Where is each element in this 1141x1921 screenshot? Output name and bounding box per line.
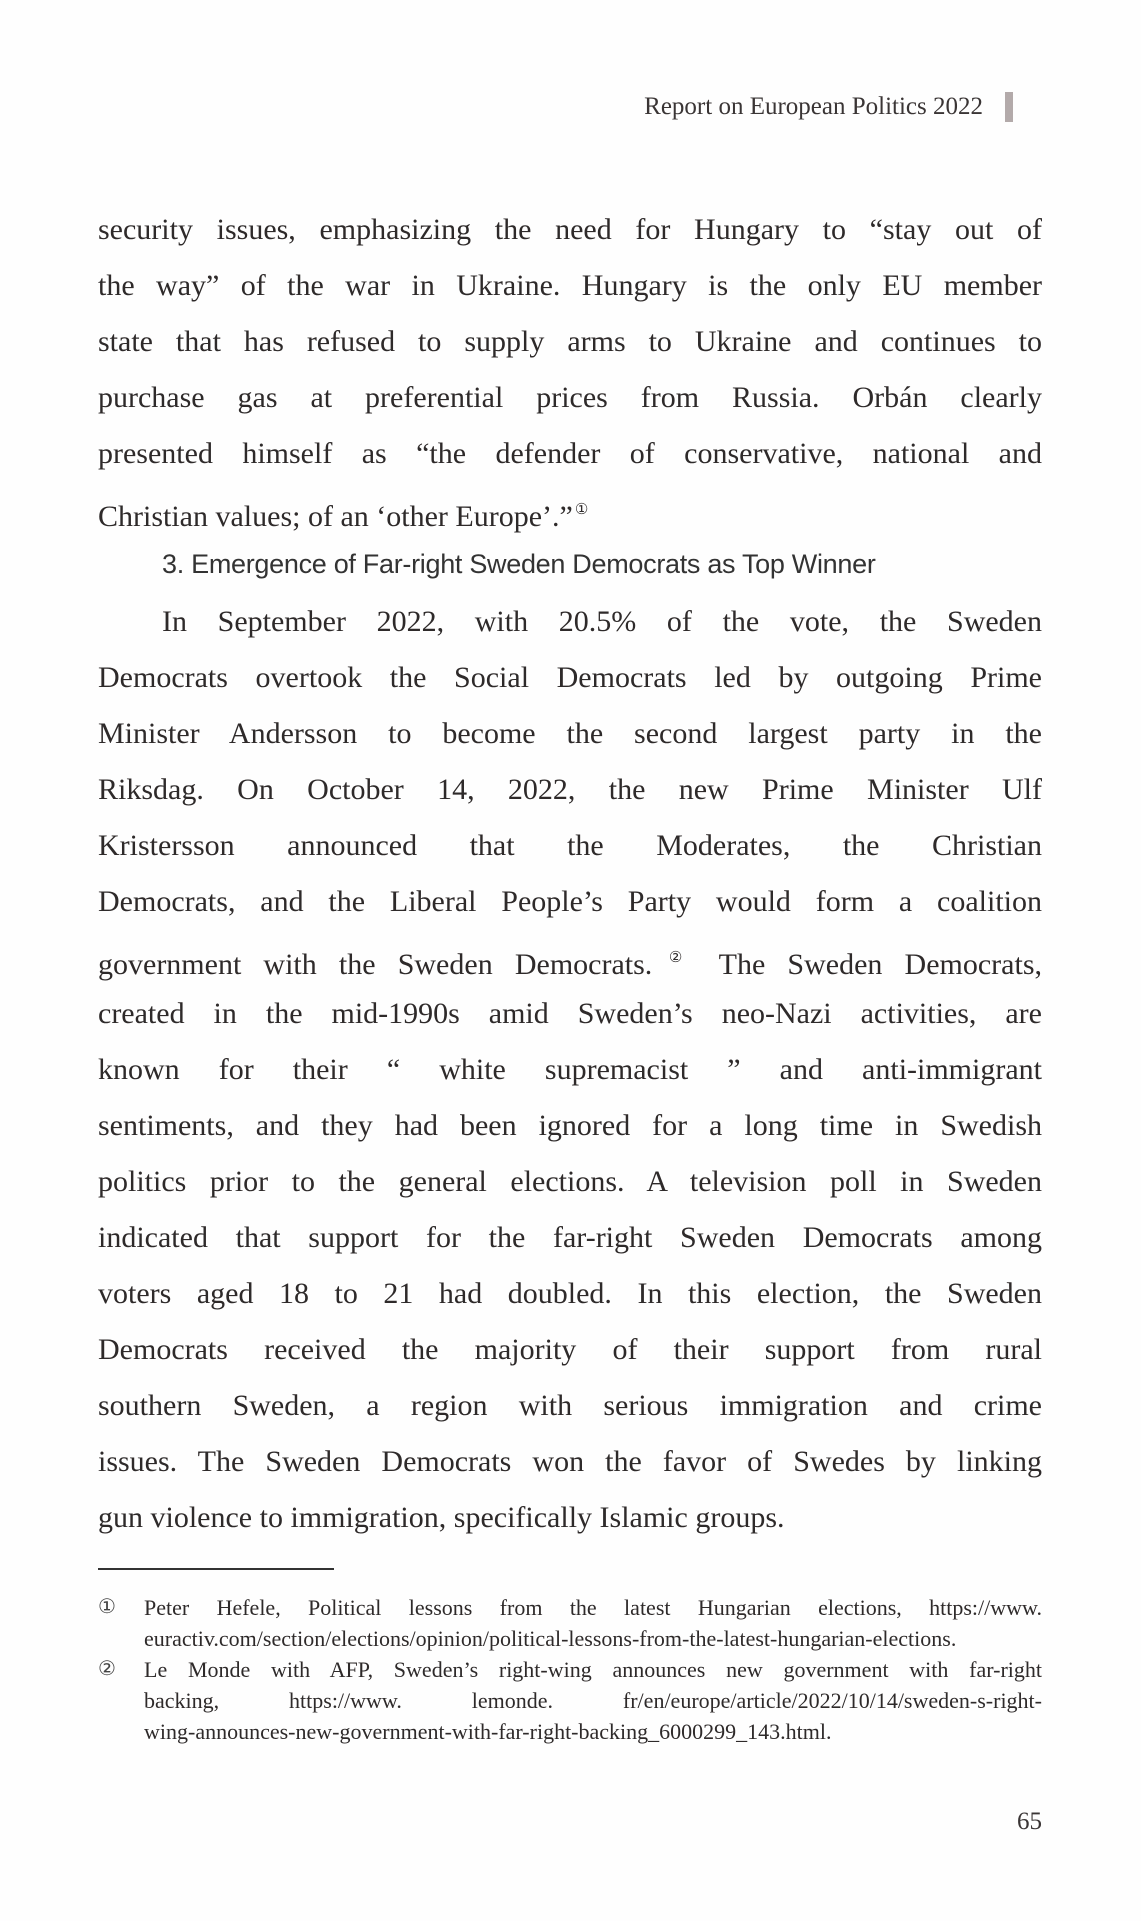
footnote-1 — [98, 1592, 1042, 1654]
footnote-line: euractiv.com/section/elections/opinion/political-lessons-from-the-latest-hungarian-elections. — [144, 1626, 957, 1651]
text-line: presented himself as “the defender of conservative, national and — [98, 437, 1042, 470]
text-line: voters aged 18 to 21 had doubled. In this election, the Sweden — [98, 1277, 1042, 1310]
text-line: purchase gas at preferential prices from Russia. Orbán clearly — [98, 381, 1042, 414]
text-line-content: government with the Sweden Democrats. — [98, 948, 653, 981]
text-line-content: The Sweden Democrats, — [718, 948, 1042, 981]
text-line: Riksdag. On October 14, 2022, the new Prime Minister Ulf — [98, 773, 1042, 806]
footnote-ref-1[interactable]: ① — [574, 502, 589, 518]
text-line: created in the mid-1990s amid Sweden’s neo-Nazi activities, are — [98, 997, 1042, 1030]
footnote-ref-2[interactable]: ② — [654, 950, 698, 966]
footnote-line: Le Monde with AFP, Sweden’s right-wing announces new government with far-right — [144, 1657, 1042, 1682]
text-line: Democrats overtook the Social Democrats led by outgoing Prime — [98, 661, 1042, 694]
running-header — [644, 92, 1013, 122]
footnote-mark: ① — [98, 1596, 116, 1618]
text-line — [98, 928, 1042, 984]
footnote-2 — [98, 1654, 1042, 1747]
text-line-content: Christian values; of an ‘other Europe’.” — [98, 500, 573, 533]
text-line: Minister Andersson to become the second largest party in the — [98, 717, 1042, 750]
text-line: sentiments, and they had been ignored for a long time in Swedish — [98, 1109, 1042, 1142]
text-line: security issues, emphasizing the need for Hungary to “stay out of — [98, 213, 1042, 246]
text-line: issues. The Sweden Democrats won the favor of Swedes by linking — [98, 1445, 1042, 1478]
body-text — [98, 200, 1042, 1544]
text-line: known for their “ white supremacist ” and anti-immigrant — [98, 1053, 1042, 1086]
text-line: the way” of the war in Ukraine. Hungary is the only EU member — [98, 269, 1042, 302]
footnote-line: wing-announces-new-government-with-far-right-backing_6000299_143.html. — [144, 1719, 832, 1744]
paragraph-hungary — [98, 200, 1042, 536]
paragraph-sweden — [98, 592, 1042, 1544]
section-heading: 3. Emergence of Far-right Sweden Democrats as Top Winner — [162, 549, 876, 579]
footnote-separator — [98, 1568, 334, 1570]
page-number: 65 — [1017, 1808, 1042, 1835]
text-line: indicated that support for the far-right Sweden Democrats among — [98, 1221, 1042, 1254]
text-line: politics prior to the general elections. A television poll in Sweden — [98, 1165, 1042, 1198]
running-title: Report on European Politics 2022 — [644, 93, 983, 120]
text-line: state that has refused to supply arms to Ukraine and continues to — [98, 325, 1042, 358]
text-line: In September 2022, with 20.5% of the vote, the Sweden — [162, 605, 1042, 638]
footnote-mark: ② — [98, 1658, 116, 1680]
text-line: gun violence to immigration, specifically Islamic groups. — [98, 1501, 785, 1534]
text-line: Democrats, and the Liberal People’s Party would form a coalition — [98, 885, 1042, 918]
text-line: southern Sweden, a region with serious immigration and crime — [98, 1389, 1042, 1422]
footnote-line: backing, https://www. lemonde. fr/en/europe/article/2022/10/14/sweden-s-right- — [144, 1688, 1042, 1713]
footnotes — [98, 1592, 1042, 1747]
text-line: Democrats received the majority of their support from rural — [98, 1333, 1042, 1366]
header-bar-decoration — [1005, 92, 1013, 122]
text-line: Kristersson announced that the Moderates, the Christian — [98, 829, 1042, 862]
text-line — [98, 480, 1042, 536]
footnote-line: Peter Hefele, Political lessons from the latest Hungarian elections, https://www. — [144, 1595, 1042, 1620]
